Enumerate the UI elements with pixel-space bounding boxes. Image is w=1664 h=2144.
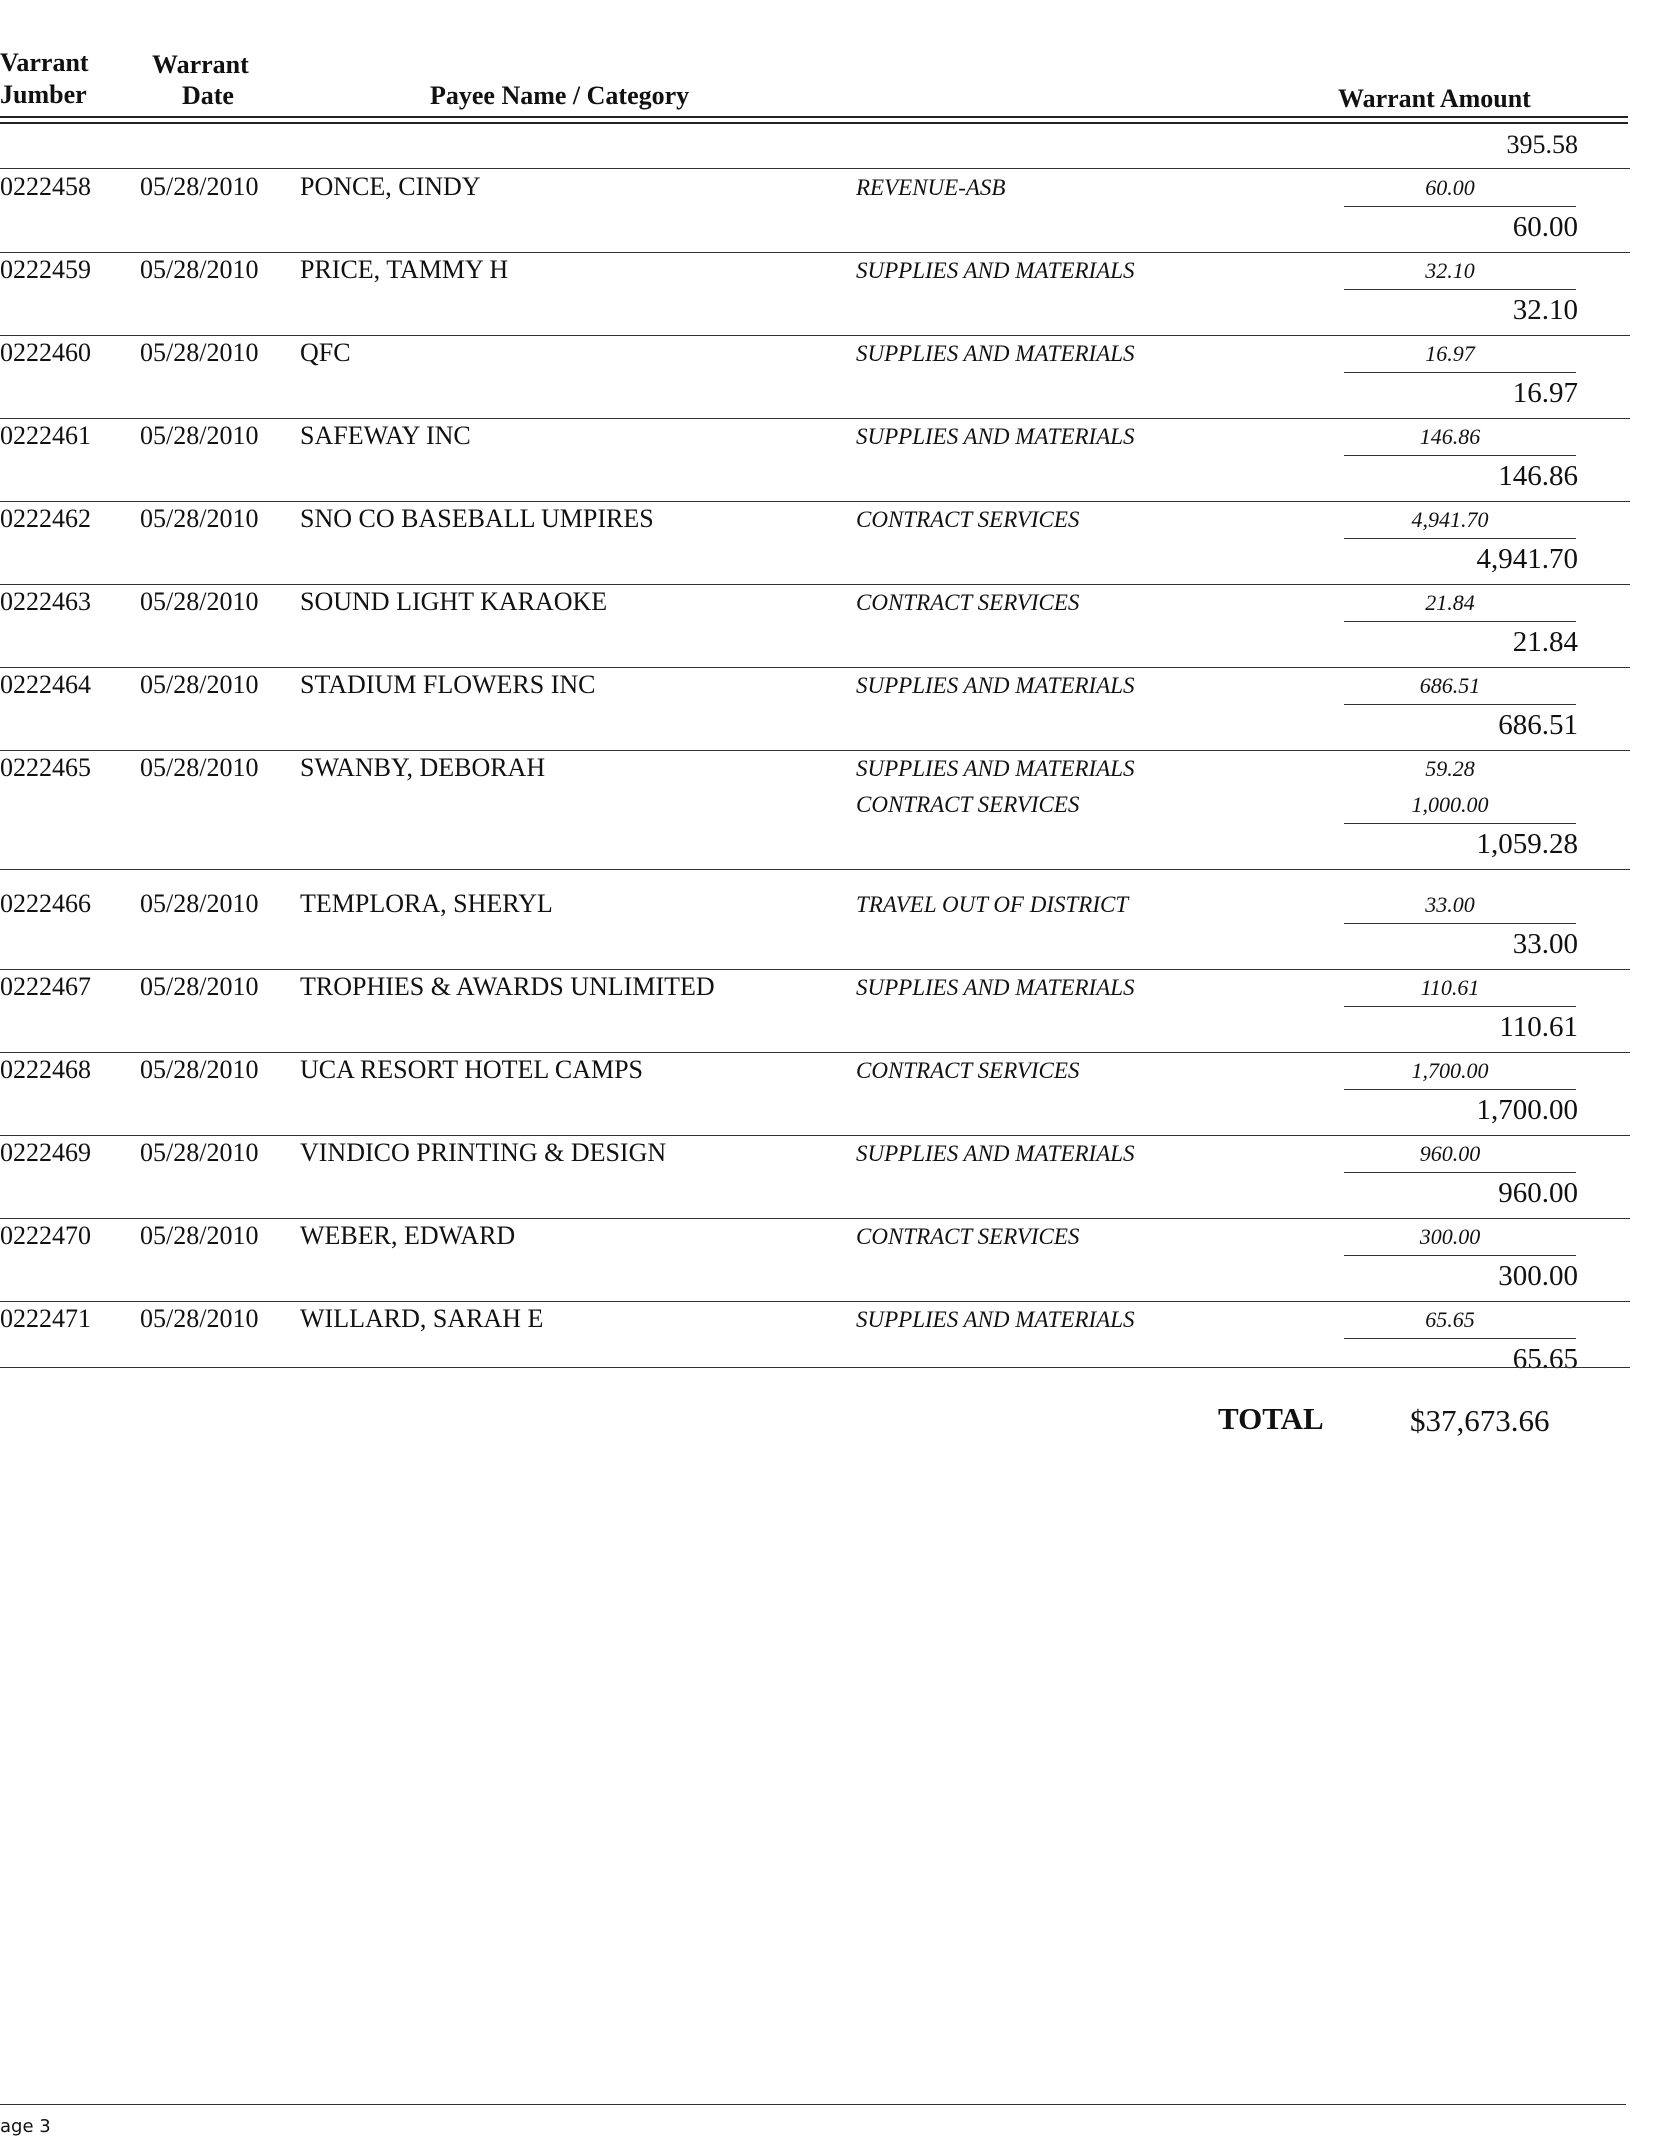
subtotal-rule — [1344, 538, 1576, 539]
line-amount: 33.00 — [1425, 892, 1475, 917]
warrant-total-amount: 110.61 — [1499, 1011, 1578, 1043]
payee-category: SUPPLIES AND MATERIALS — [856, 756, 1135, 781]
warrant-date: 05/28/2010 — [140, 172, 259, 201]
payee-name: QFC — [300, 338, 351, 367]
row-separator — [0, 969, 1630, 970]
warrant-number: 0222466 — [0, 889, 91, 918]
payee-name: WILLARD, SARAH E — [300, 1304, 544, 1333]
row-separator — [0, 1135, 1630, 1136]
warrant-number: 0222459 — [0, 255, 91, 284]
warrant-total-amount: 1,700.00 — [1476, 1094, 1578, 1126]
subtotal-rule — [1344, 823, 1576, 824]
payee-category: SUPPLIES AND MATERIALS — [856, 424, 1135, 449]
payee-name: VINDICO PRINTING & DESIGN — [300, 1138, 667, 1167]
payee-category: SUPPLIES AND MATERIALS — [856, 1141, 1135, 1166]
warrant-date: 05/28/2010 — [140, 421, 259, 450]
warrant-total-amount: 32.10 — [1512, 294, 1578, 326]
payee-category: SUPPLIES AND MATERIALS — [856, 673, 1135, 698]
payee-name: TEMPLORA, SHERYL — [300, 889, 553, 918]
warrant-date: 05/28/2010 — [140, 889, 259, 918]
row-separator — [0, 335, 1630, 336]
warrant-date: 05/28/2010 — [140, 753, 259, 782]
warrant-number: 0222465 — [0, 753, 91, 782]
table-bottom-rule — [0, 1367, 1630, 1368]
warrant-total-amount: 65.65 — [1512, 1343, 1578, 1375]
payee-category: SUPPLIES AND MATERIALS — [856, 975, 1135, 1000]
warrant-date: 05/28/2010 — [140, 255, 259, 284]
payee-category: CONTRACT SERVICES — [856, 1058, 1080, 1083]
warrant-total-amount: 33.00 — [1512, 928, 1578, 960]
warrant-total-amount: 300.00 — [1498, 1260, 1578, 1292]
payee-name: SAFEWAY INC — [300, 421, 471, 450]
payee-category: SUPPLIES AND MATERIALS — [856, 258, 1135, 283]
payee-name: STADIUM FLOWERS INC — [300, 670, 596, 699]
warrant-total-amount: 686.51 — [1498, 709, 1578, 741]
row-separator — [0, 869, 1630, 870]
header-warrant-date-line2: Date — [182, 81, 234, 110]
line-amount: 1,000.00 — [1411, 792, 1489, 817]
payee-name: SNO CO BASEBALL UMPIRES — [300, 504, 654, 533]
line-amount: 59.28 — [1425, 756, 1475, 781]
payee-category: SUPPLIES AND MATERIALS — [856, 341, 1135, 366]
row-separator — [0, 252, 1630, 253]
warrant-date: 05/28/2010 — [140, 670, 259, 699]
warrant-total-amount: 60.00 — [1512, 211, 1578, 243]
subtotal-rule — [1344, 1338, 1576, 1339]
subtotal-rule — [1344, 289, 1576, 290]
payee-name: SWANBY, DEBORAH — [300, 753, 546, 782]
warrant-date: 05/28/2010 — [140, 338, 259, 367]
warrant-number: 0222468 — [0, 1055, 91, 1084]
line-amount: 21.84 — [1425, 590, 1475, 615]
payee-category: CONTRACT SERVICES — [856, 792, 1080, 817]
row-separator — [0, 584, 1630, 585]
payee-category: CONTRACT SERVICES — [856, 507, 1080, 532]
subtotal-rule — [1344, 206, 1576, 207]
row-separator — [0, 1301, 1630, 1302]
line-amount: 960.00 — [1419, 1141, 1481, 1166]
warrant-date: 05/28/2010 — [140, 1055, 259, 1084]
row-separator — [0, 418, 1630, 419]
warrant-date: 05/28/2010 — [140, 1304, 259, 1333]
subtotal-rule — [1344, 923, 1576, 924]
line-amount: 1,700.00 — [1411, 1058, 1489, 1083]
warrant-total-amount: 146.86 — [1498, 460, 1578, 492]
subtotal-rule — [1344, 1172, 1576, 1173]
carry-over-amount: 395.58 — [1506, 130, 1578, 159]
payee-category: SUPPLIES AND MATERIALS — [856, 1307, 1135, 1332]
warrant-number: 0222461 — [0, 421, 91, 450]
line-amount: 4,941.70 — [1411, 507, 1489, 532]
line-amount: 110.61 — [1420, 975, 1480, 1000]
warrant-total-amount: 960.00 — [1498, 1177, 1578, 1209]
row-separator — [0, 168, 1630, 169]
footer-rule — [0, 2104, 1626, 2105]
warrant-total-amount: 1,059.28 — [1476, 828, 1578, 860]
payee-name: TROPHIES & AWARDS UNLIMITED — [300, 972, 715, 1001]
header-warrant-amount: Warrant Amount — [1338, 84, 1531, 113]
subtotal-rule — [1344, 704, 1576, 705]
warrant-total-amount: 16.97 — [1512, 377, 1578, 409]
payee-name: PRICE, TAMMY H — [300, 255, 509, 284]
warrant-number: 0222467 — [0, 972, 91, 1001]
warrant-number: 0222469 — [0, 1138, 91, 1167]
subtotal-rule — [1344, 1089, 1576, 1090]
header-warrant-number-line1: Varrant — [0, 48, 89, 77]
payee-category: REVENUE-ASB — [856, 175, 1006, 200]
line-amount: 16.97 — [1425, 341, 1475, 366]
line-amount: 65.65 — [1425, 1307, 1475, 1332]
subtotal-rule — [1344, 455, 1576, 456]
row-separator — [0, 1218, 1630, 1219]
payee-name: SOUND LIGHT KARAOKE — [300, 587, 608, 616]
warrant-total-amount: 4,941.70 — [1476, 543, 1578, 575]
row-separator — [0, 1052, 1630, 1053]
row-separator — [0, 501, 1630, 502]
line-amount: 60.00 — [1425, 175, 1475, 200]
warrant-number: 0222464 — [0, 670, 91, 699]
warrant-date: 05/28/2010 — [140, 504, 259, 533]
warrant-total-amount: 21.84 — [1512, 626, 1578, 658]
warrant-date: 05/28/2010 — [140, 1221, 259, 1250]
warrant-date: 05/28/2010 — [140, 972, 259, 1001]
line-amount: 686.51 — [1419, 673, 1481, 698]
payee-category: CONTRACT SERVICES — [856, 590, 1080, 615]
line-amount: 300.00 — [1419, 1224, 1481, 1249]
header-warrant-number-line2: Jumber — [0, 80, 87, 109]
warrant-number: 0222460 — [0, 338, 91, 367]
warrant-date: 05/28/2010 — [140, 587, 259, 616]
warrant-number: 0222462 — [0, 504, 91, 533]
grand-total-value: $37,673.66 — [1410, 1403, 1550, 1438]
payee-category: TRAVEL OUT OF DISTRICT — [856, 892, 1129, 917]
line-amount: 32.10 — [1425, 258, 1475, 283]
subtotal-rule — [1344, 1006, 1576, 1007]
warrant-date: 05/28/2010 — [140, 1138, 259, 1167]
warrant-number: 0222470 — [0, 1221, 91, 1250]
header-warrant-date-line1: Warrant — [152, 50, 249, 79]
subtotal-rule — [1344, 1255, 1576, 1256]
subtotal-rule — [1344, 372, 1576, 373]
row-separator — [0, 750, 1630, 751]
line-amount: 146.86 — [1419, 424, 1481, 449]
payee-name: PONCE, CINDY — [300, 172, 481, 201]
subtotal-rule — [1344, 621, 1576, 622]
warrant-number: 0222471 — [0, 1304, 91, 1333]
row-separator — [0, 667, 1630, 668]
header-payee-name: Payee Name / Category — [430, 81, 690, 110]
payee-name: WEBER, EDWARD — [300, 1221, 516, 1250]
payee-name: UCA RESORT HOTEL CAMPS — [300, 1055, 644, 1084]
payee-category: CONTRACT SERVICES — [856, 1224, 1080, 1249]
warrant-number: 0222458 — [0, 172, 91, 201]
grand-total-label: TOTAL — [1218, 1401, 1324, 1436]
warrant-number: 0222463 — [0, 587, 91, 616]
page-number: age 3 — [0, 2116, 51, 2137]
